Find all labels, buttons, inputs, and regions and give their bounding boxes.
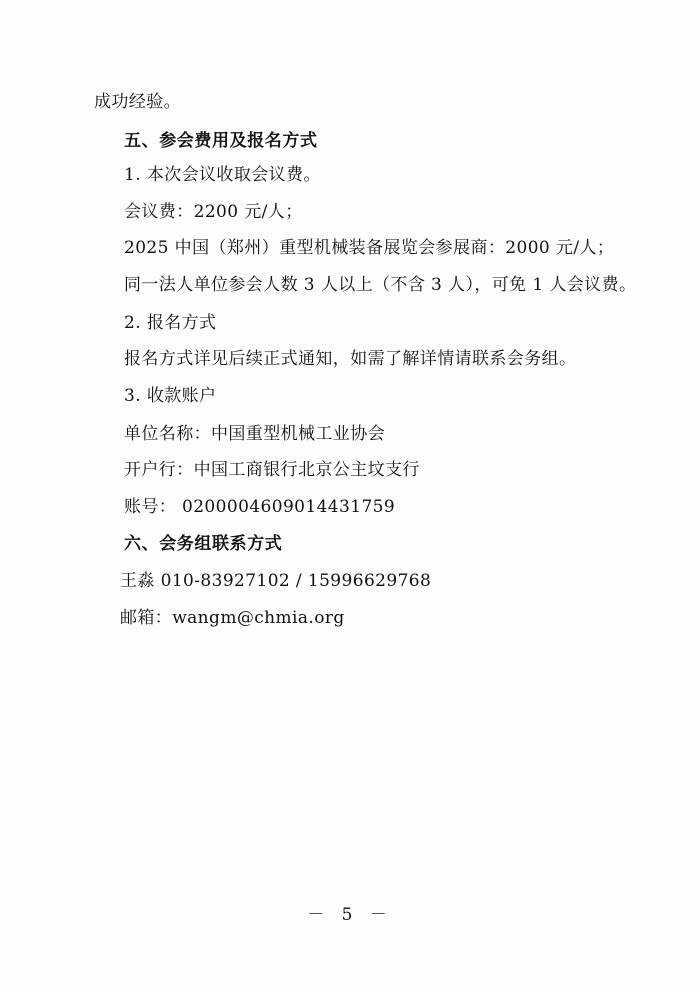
text-line-account-number: 账号： 0200004609014431759 bbox=[124, 497, 396, 517]
text-line-contact-phone: 王淼 010-83927102 / 15996629768 bbox=[120, 571, 432, 591]
text-line-registration-detail: 报名方式详见后续正式通知，如需了解详情请联系会务组。 bbox=[124, 349, 577, 369]
text-line-bank: 开户行：中国工商银行北京公主坟支行 bbox=[124, 460, 420, 480]
text-line-registration-heading: 2. 报名方式 bbox=[124, 313, 217, 333]
section-heading-fees: 五、参会费用及报名方式 bbox=[124, 131, 318, 151]
page-number: － 5 － bbox=[307, 905, 393, 925]
text-line-continuation: 成功经验。 bbox=[94, 92, 181, 112]
text-line-account-heading: 3. 收款账户 bbox=[124, 386, 217, 406]
section-heading-contact: 六、会务组联系方式 bbox=[124, 534, 283, 554]
text-line-discount: 同一法人单位参会人数 3 人以上（不含 3 人），可免 1 人会议费。 bbox=[124, 275, 637, 295]
text-line-contact-email: 邮箱：wangm@chmia.org bbox=[120, 608, 345, 628]
text-line-fee-intro: 1. 本次会议收取会议费。 bbox=[124, 165, 321, 185]
text-line-meeting-fee: 会议费：2200 元/人； bbox=[124, 202, 303, 222]
text-line-account-name: 单位名称：中国重型机械工业协会 bbox=[124, 424, 385, 444]
text-line-exhibitor-fee: 2025 中国（郑州）重型机械装备展览会参展商：2000 元/人； bbox=[124, 238, 615, 258]
